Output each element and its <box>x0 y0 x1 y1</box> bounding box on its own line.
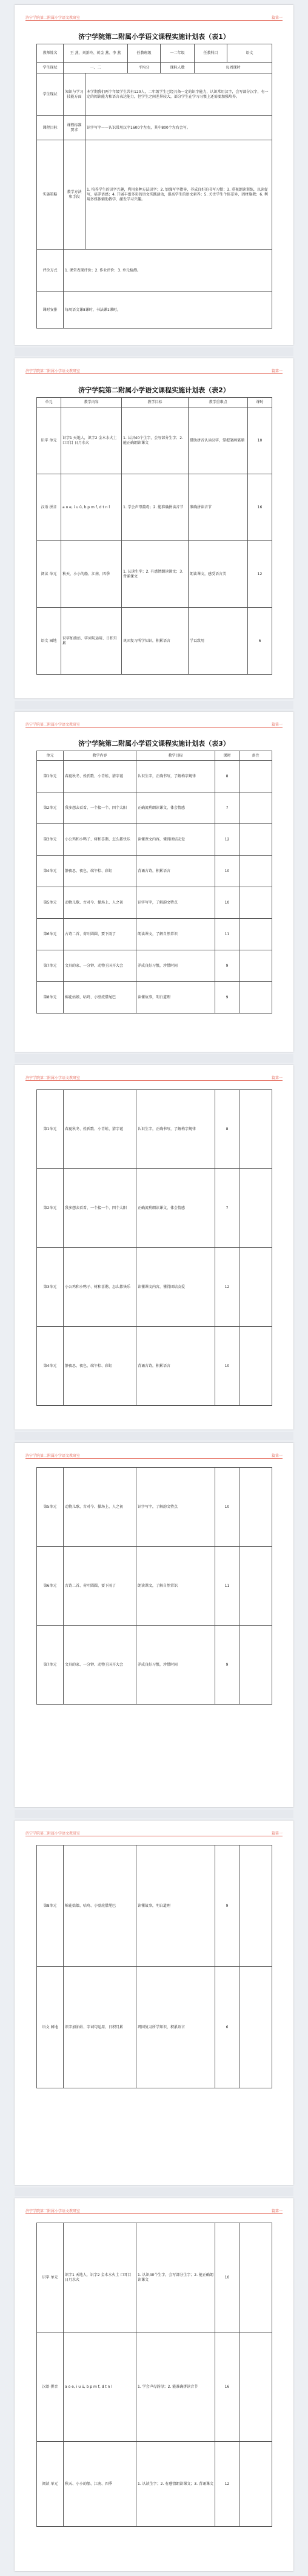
page-header <box>25 1075 283 1081</box>
unit-cell: 语文 园地 <box>37 608 61 675</box>
teacher-names: 王 燕、刘新玲、蒋金 燕、李 燕 <box>64 44 128 63</box>
unit-cell: 第7单元 <box>37 1626 64 1705</box>
impl-text: 1. 培养学生的识字兴趣，利用多种方法识字；2. 加强写字指导，养成良好的书写习惯；3. 重视朗读训练，以读促写，培养语感；4. 开展丰富多彩的语文实践活动，提高学生的语文素养；5. 关注学生个体差异，因材施教；6. 利用多媒体辅助教学，激发学习兴趣。 <box>85 140 272 250</box>
page-header <box>25 1830 283 1836</box>
goal-cell: 读懂课文内容，懂得团结友爱 <box>136 824 215 856</box>
header-rule <box>25 20 283 21</box>
header-left: 济宁学院第二附属小学语文教研室 <box>25 16 81 20</box>
header-right: 篇第一 <box>271 2209 283 2213</box>
note-cell <box>239 1967 272 2088</box>
goal-cell: 正确流利朗读课文，体会情感 <box>136 1169 215 1248</box>
course-plan-table-2 <box>36 397 272 675</box>
content-cell: 识字加油站、字词句运用、日积月累 <box>61 608 122 675</box>
page-gap <box>15 701 293 709</box>
table-row <box>37 1248 272 1327</box>
unit-cell: 第3单元 <box>37 824 64 856</box>
content-cell: 秋天、小小的船、江南、四季 <box>61 541 122 608</box>
page-3 <box>15 712 293 1052</box>
col-content: 教学内容 <box>64 751 136 761</box>
table-row <box>37 919 272 950</box>
hours-cell: 10 <box>215 887 239 919</box>
goal-cell: 识字写字，了解韵文特点 <box>136 887 215 919</box>
goal-cell: 1. 学会声母韵母；2. 能准确拼读音节 <box>136 2332 215 2442</box>
goal-cell: 养成良好习惯，珍惜时间 <box>136 950 215 982</box>
header-rule <box>25 1458 283 1459</box>
page-header <box>25 1453 283 1459</box>
subject-value: 语文 <box>227 44 272 63</box>
goal-cell: 1. 认识40个生字，会写部分生字；2. 能正确朗读课文 <box>136 2223 215 2332</box>
hours-cell: 12 <box>215 2442 239 2527</box>
page-header <box>25 721 283 727</box>
note-cell <box>239 2442 272 2527</box>
note-cell <box>239 2223 272 2332</box>
table-row <box>37 1327 272 1406</box>
content-cell: 动物儿歌、古对今、操场上、人之初 <box>64 887 136 919</box>
page-header <box>25 368 283 374</box>
hours-cell: 12 <box>248 541 272 608</box>
hours-cell: 9 <box>215 950 239 982</box>
goal-cell: 认识生字，正确书写，了解构字规律 <box>136 1090 215 1169</box>
page-header <box>25 15 283 21</box>
table-row <box>37 792 272 824</box>
course-plan-table-3 <box>36 751 272 1014</box>
table-row <box>37 2223 272 2332</box>
unit-cell: 第2单元 <box>37 1169 64 1248</box>
header-right: 篇第一 <box>271 1076 283 1080</box>
unit-cell: 第8单元 <box>37 982 64 1014</box>
unit-cell: 第1单元 <box>37 761 64 792</box>
goal-cell: 识字写字，了解韵文特点 <box>136 1468 215 1547</box>
unit-cell: 阅读 单元 <box>37 2442 64 2527</box>
key-cell: 学以致用 <box>189 608 248 675</box>
header-rule <box>25 1080 283 1081</box>
header-rule <box>25 2213 283 2214</box>
table-row <box>37 887 272 919</box>
table-row <box>37 1967 272 2088</box>
page-gap <box>15 2187 293 2196</box>
header-rule <box>25 373 283 374</box>
hours-cell: 9 <box>215 1626 239 1705</box>
goal-cell: 巩固复习所学知识，积累语言 <box>136 1967 215 2088</box>
table-row <box>37 1090 272 1169</box>
col-hours: 课时 <box>215 751 239 761</box>
hours-cell: 12 <box>215 1248 239 1327</box>
grade-value: 一、二 <box>64 63 128 73</box>
course-plan-table-3-cont <box>36 1467 272 1705</box>
header-left: 济宁学院第二附属小学语文教研室 <box>25 2209 81 2213</box>
hours-cell: 6 <box>215 1967 239 2088</box>
goal-cell: 背诵古诗，积累语言 <box>136 856 215 887</box>
note-cell <box>239 1327 272 1406</box>
table-row <box>37 2332 272 2442</box>
header-left: 济宁学院第二附属小学语文教研室 <box>25 1831 81 1836</box>
content-cell: 识字1 天地人，识字2 金木水火土 口耳目 日月水火 <box>61 407 122 474</box>
header-left: 济宁学院第二附属小学语文教研室 <box>25 1076 81 1080</box>
teacher-label: 教师姓名 <box>37 44 64 63</box>
hours-cell: 10 <box>248 407 272 474</box>
col-goal: 教学目标 <box>136 751 215 761</box>
content-cell: 静夜思、夜色、端午粽、彩虹 <box>64 1327 136 1406</box>
goal-sub: 课程标准 要求 <box>64 116 85 140</box>
goal-cell: 养成良好习惯，珍惜时间 <box>136 1626 215 1705</box>
col-unit: 单元 <box>37 751 64 761</box>
unit-cell: 第8单元 <box>37 1845 64 1967</box>
note-cell <box>239 2332 272 2442</box>
note-cell <box>239 792 272 824</box>
goal-cell: 1. 认读生字；2. 有感情朗读课文；3. 背诵课文 <box>122 541 189 608</box>
goal-cell: 1. 认读生字；2. 有感情朗读课文；3. 背诵课文 <box>136 2442 215 2527</box>
note-cell <box>239 1845 272 1967</box>
goal-cell: 朗读课文，了解自然常识 <box>136 1547 215 1626</box>
unit-cell: 第4单元 <box>37 856 64 887</box>
table-row <box>37 1547 272 1626</box>
unit-cell: 第6单元 <box>37 1547 64 1626</box>
col-unit: 单元 <box>37 398 61 407</box>
content-cell: 识字1 天地人，识字2 金木水火土 口耳目 日月水火 <box>64 2223 136 2332</box>
eval-label: 评价方式 <box>37 250 64 292</box>
content-cell: 棉花姑娘、咕咚、小壁虎借尾巴 <box>64 982 136 1014</box>
hours-cell: 7 <box>215 1169 239 1248</box>
table-row <box>37 541 272 608</box>
table-row <box>37 407 272 474</box>
content-cell: 文具的家、一分钟、动物王国开大会 <box>64 1626 136 1705</box>
table-row <box>37 856 272 887</box>
goal-label: 课程目标 <box>37 116 64 140</box>
hours-cell: 16 <box>215 2332 239 2442</box>
page-1 <box>15 5 293 345</box>
weekly-hours-label: 每周课时 <box>195 63 272 73</box>
table-row <box>37 1468 272 1547</box>
hours-cell: 16 <box>248 474 272 541</box>
unit-cell: 第4单元 <box>37 1327 64 1406</box>
hours-cell: 6 <box>248 608 272 675</box>
course-plan-table-3-cont <box>36 1845 272 2088</box>
header-right: 篇第一 <box>271 1831 283 1836</box>
plan-text: 每周语文课8课时，书法课1课时。 <box>64 292 272 329</box>
note-cell <box>239 919 272 950</box>
page-gap <box>15 1810 293 1818</box>
situation-text: 本学期我们两个年级学生共有120人，二年级学生已经具备一定的识字能力，认识常用汉字，会写部分汉字，有一定的阅读能力和语言表达能力，但学生之间差异较大，部分学生在学习习惯上还需要加强培养。 <box>85 73 272 116</box>
content-cell: 我多想去看看、一个接一个、四个太阳 <box>64 792 136 824</box>
content-cell: a o e, i u ü, b p m f, d t n l <box>61 474 122 541</box>
course-plan-table-1 <box>36 44 272 329</box>
note-cell <box>239 1248 272 1327</box>
table-row <box>37 474 272 541</box>
table-row <box>37 1626 272 1705</box>
unit-cell: 阅读 单元 <box>37 541 61 608</box>
col-key: 教学重难点 <box>189 398 248 407</box>
header-right: 篇第一 <box>271 369 283 373</box>
header-left: 济宁学院第二附属小学语文教研室 <box>25 723 81 727</box>
unit-cell: 第5单元 <box>37 1468 64 1547</box>
table-row <box>37 1845 272 1967</box>
hours-cell: 11 <box>215 1547 239 1626</box>
content-cell: 动物儿歌、古对今、操场上、人之初 <box>64 1468 136 1547</box>
key-cell: 借助拼音认读汉字，掌握笔画笔顺 <box>189 407 248 474</box>
content-cell: a o e, i u ü, b p m f, d t n l <box>64 2332 136 2442</box>
content-cell: 棉花姑娘、咕咚、小壁虎借尾巴 <box>64 1845 136 1967</box>
course-plan-table-3-cont <box>36 2223 272 2527</box>
unit-cell: 第5单元 <box>37 887 64 919</box>
col-content: 教学内容 <box>61 398 122 407</box>
unit-cell: 第2单元 <box>37 792 64 824</box>
note-cell <box>239 1169 272 1248</box>
unit-cell: 第1单元 <box>37 1090 64 1169</box>
content-cell: 小公鸡和小鸭子、树和喜鹊、怎么都快乐 <box>64 1248 136 1327</box>
unit-cell: 汉语 拼音 <box>37 474 61 541</box>
goal-cell: 读懂课文内容，懂得团结友爱 <box>136 1248 215 1327</box>
content-cell: 春夏秋冬、姓氏歌、小青蛙、猜字谜 <box>64 761 136 792</box>
content-cell: 春夏秋冬、姓氏歌、小青蛙、猜字谜 <box>64 1090 136 1169</box>
note-cell <box>239 856 272 887</box>
table-row <box>37 1169 272 1248</box>
hours-cell: 10 <box>215 856 239 887</box>
header-left: 济宁学院第二附属小学语文教研室 <box>25 369 81 373</box>
subject-label: 任教科目 <box>195 44 227 63</box>
goal-text: 识字写字——认识常用汉字1600个左右，其中800个左右会写。 <box>85 116 272 140</box>
goal-cell: 巩固复习所学知识，积累语言 <box>122 608 189 675</box>
content-cell: 静夜思、夜色、端午粽、彩虹 <box>64 856 136 887</box>
key-cell: 朗读课文，感受语言美 <box>189 541 248 608</box>
unit-cell: 第6单元 <box>37 919 64 950</box>
page-gap <box>15 1432 293 1440</box>
average-label: 平均分 <box>128 63 161 73</box>
unit-cell: 识字 单元 <box>37 2223 64 2332</box>
goal-cell: 1. 学会声母韵母；2. 能准确拼读音节 <box>122 474 189 541</box>
table-2-title: 济宁学院第二附属小学语文课程实施计划表（表2） <box>78 386 230 394</box>
eval-text: 1. 课堂表现评价；2. 作业评价；3. 单元检测。 <box>64 250 272 292</box>
table-1-title: 济宁学院第二附属小学语文课程实施计划表（表1） <box>78 33 230 41</box>
page-gap <box>15 1054 293 1063</box>
header-left: 济宁学院第二附属小学语文教研室 <box>25 1454 81 1458</box>
note-cell <box>239 824 272 856</box>
content-cell: 秋天、小小的船、江南、四季 <box>64 2442 136 2527</box>
unit-cell: 第3单元 <box>37 1248 64 1327</box>
table-row <box>37 824 272 856</box>
table-row <box>37 608 272 675</box>
content-cell: 文具的家、一分钟、动物王国开大会 <box>64 950 136 982</box>
situation-label: 学生现状 <box>37 73 64 116</box>
course-plan-table-3-cont <box>36 1089 272 1406</box>
hours-cell: 11 <box>215 919 239 950</box>
note-cell <box>239 1468 272 1547</box>
table-row <box>37 761 272 792</box>
hours-cell: 10 <box>215 2223 239 2332</box>
content-cell: 我多想去看看、一个接一个、四个太阳 <box>64 1169 136 1248</box>
content-cell: 小公鸡和小鸭子、树和喜鹊、怎么都快乐 <box>64 824 136 856</box>
note-cell <box>239 982 272 1014</box>
note-cell <box>239 761 272 792</box>
impl-label: 实施策略 <box>37 140 64 250</box>
class-label: 任教班级 <box>128 44 161 63</box>
hours-cell: 12 <box>215 824 239 856</box>
hours-cell: 10 <box>215 1468 239 1547</box>
unit-cell: 第7单元 <box>37 950 64 982</box>
col-goal: 教学目标 <box>122 398 189 407</box>
header-right: 篇第一 <box>271 1454 283 1458</box>
page-gap <box>15 347 293 356</box>
header-right: 篇第一 <box>271 723 283 727</box>
content-cell: 古诗二首、荷叶圆圆、要下雨了 <box>64 919 136 950</box>
hours-cell: 9 <box>215 982 239 1014</box>
note-cell <box>239 1090 272 1169</box>
goal-cell: 1. 认识40个生字，会写部分生字；2. 能正确朗读课文 <box>122 407 189 474</box>
class-value: 一二年级 <box>161 44 195 63</box>
goal-cell: 读懂故事，明白道理 <box>136 1845 215 1967</box>
hours-cell: 10 <box>215 1327 239 1406</box>
hours-cell: 8 <box>215 1090 239 1169</box>
situation-sub: 知识与学习 技能方面 <box>64 73 85 116</box>
page-2 <box>15 358 293 698</box>
unit-cell: 识字 单元 <box>37 407 61 474</box>
table-row <box>37 982 272 1014</box>
table-row <box>37 2442 272 2527</box>
unit-cell: 语文 园地 <box>37 1967 64 2088</box>
unit-cell: 汉语 拼音 <box>37 2332 64 2442</box>
page-header <box>25 2208 283 2214</box>
col-hours: 课时 <box>248 398 272 407</box>
note-cell <box>239 950 272 982</box>
page-4 <box>15 1065 293 1429</box>
content-cell: 古诗二首、荷叶圆圆、要下雨了 <box>64 1547 136 1626</box>
page-6 <box>15 1821 293 2185</box>
page-7 <box>15 2198 293 2571</box>
content-cell: 识字加油站、字词句运用、日积月累 <box>64 1967 136 2088</box>
hours-cell: 8 <box>215 761 239 792</box>
note-cell <box>239 1547 272 1626</box>
hours-cell: 7 <box>215 792 239 824</box>
goal-cell: 朗读课文，了解自然常识 <box>136 919 215 950</box>
note-cell <box>239 887 272 919</box>
status-label: 学生现状 <box>37 63 64 73</box>
note-cell <box>239 1626 272 1705</box>
goal-cell: 认识生字，正确书写，了解构字规律 <box>136 761 215 792</box>
table-row <box>37 950 272 982</box>
goal-cell: 背诵古诗，积累语言 <box>136 1327 215 1406</box>
hours-cell: 9 <box>215 1845 239 1967</box>
key-cell: 准确拼读音节 <box>189 474 248 541</box>
goal-cell: 读懂故事，明白道理 <box>136 982 215 1014</box>
table-3-title: 济宁学院第二附属小学语文课程实施计划表（表3） <box>78 740 230 748</box>
count-label: 课标人数 <box>161 63 195 73</box>
col-note: 备注 <box>239 751 272 761</box>
plan-label: 课时安排 <box>37 292 64 329</box>
page-5 <box>15 1443 293 1807</box>
impl-sub: 教学方法 和手段 <box>64 140 85 250</box>
goal-cell: 正确流利朗读课文，体会情感 <box>136 792 215 824</box>
header-right: 篇第一 <box>271 16 283 20</box>
